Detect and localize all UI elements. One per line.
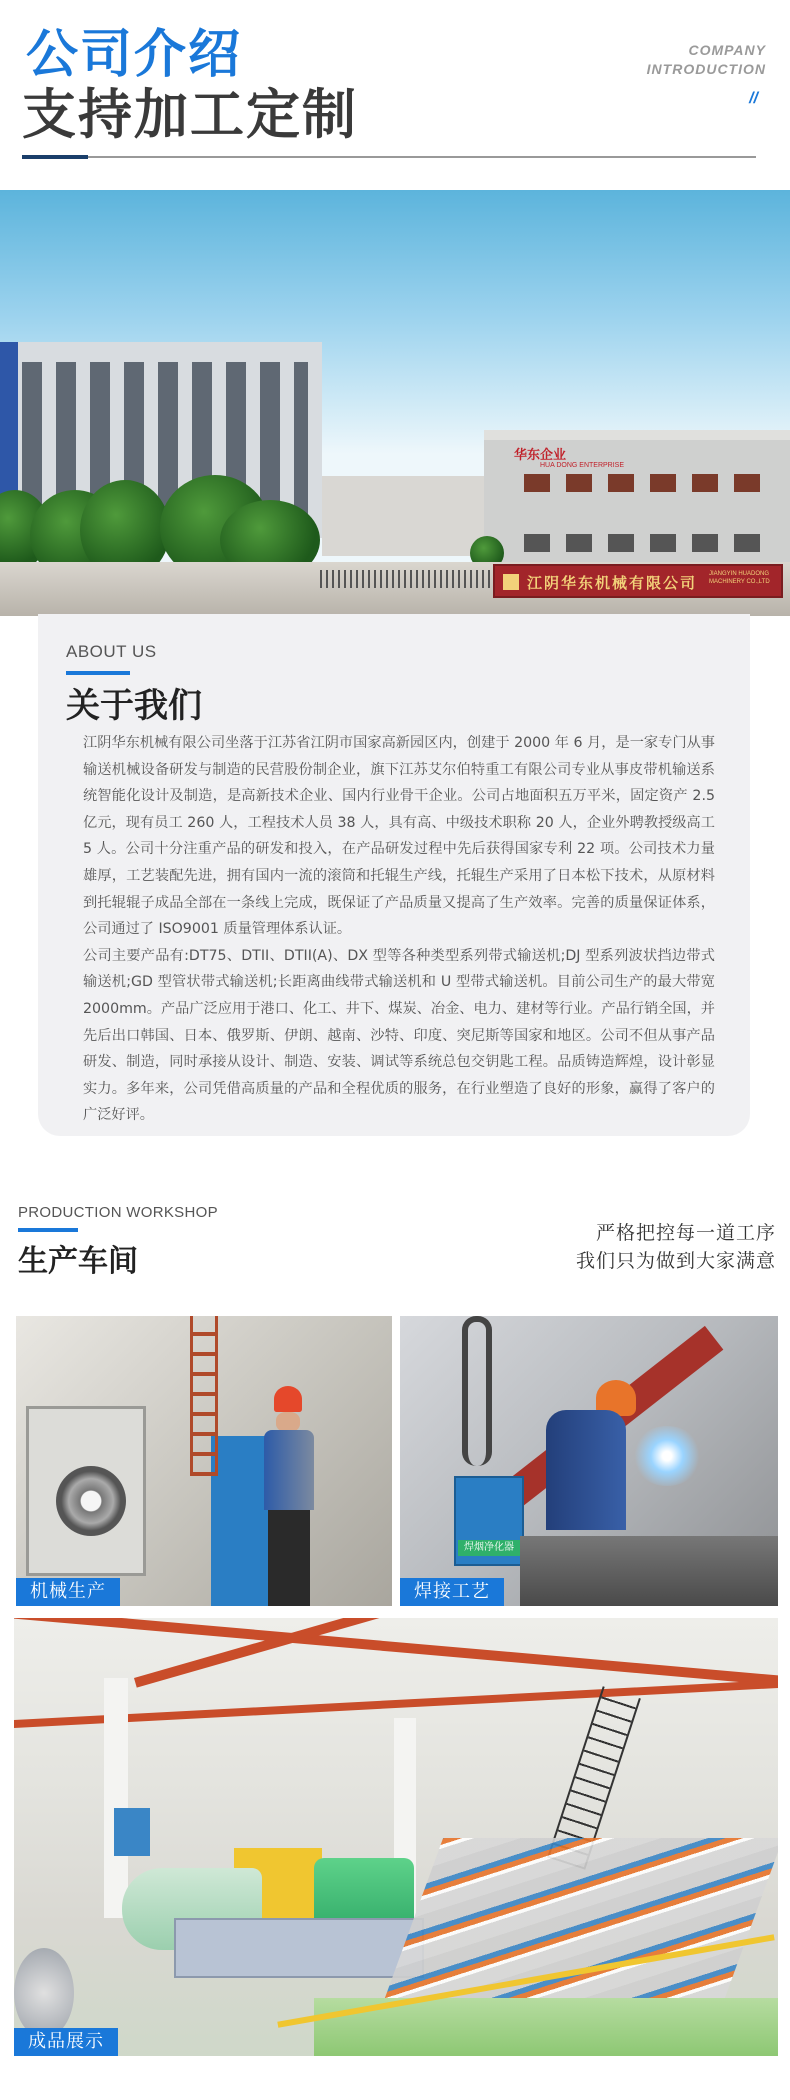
worker-face [276,1412,300,1432]
building-logo-en: HUA DONG ENTERPRISE [540,462,625,469]
company-sign [493,564,783,598]
title-line1: 公司介绍 [26,25,243,85]
workshop-en-title: PRODUCTION WORKSHOP [18,1204,218,1221]
worker-body [264,1430,314,1510]
fume-extractor-label: 焊烟净化器 [458,1540,520,1556]
lathe-chuck [56,1466,126,1536]
company-logo-mark [503,574,519,590]
company-sign-en: JIANGYIN HUADONG MACHINERY CO.,LTD [709,571,770,585]
about-en-title: ABOUT US [66,642,157,661]
photo-products [14,1618,778,2056]
motor-base [174,1918,424,1978]
about-card [38,614,750,1136]
about-body [83,730,715,1129]
workshop-slogan-line2: 我们只为做到大家满意 [575,1250,776,1272]
title-en-line1: COMPANY [688,42,766,58]
company-sign-cn: 江阴华东机械有限公司 [527,574,698,592]
about-title-bar [66,671,130,675]
header-divider-accent [22,155,88,159]
about-paragraph-2: 公司主要产品有:DT75、DTII、DTII(A)、DX 型等各种类型系列带式输送机;DJ 型系列波状挡边带式输送机;GD 型管状带式输送机;长距离曲线带式输送机和 U 型带式输送机。目前公司生产的最大带宽 2000mm。产品广泛应用于港口、化工、井下、煤炭、冶金、电力、建材等行业。产品行销全国，并先后出口韩国、日本、俄罗斯、伊朗、越南、沙特、印度、突尼斯等国家和地区。公司不但从事产品研发、制造，同时承接从设计、制造、安装、调试等系统总包交钥匙工程。品质铸造辉煌，设计彰显实力。多年来，公司凭借高质量的产品和全程优质的服务，在行业塑造了良好的形象，赢得了客户的广泛好评。 [83,947,715,1124]
caption-machining: 机械生产 [16,1578,120,1606]
blue-cabinet [114,1808,150,1856]
page-header [0,0,790,170]
building-logo: 华东企业 [514,447,567,462]
caption-products: 成品展示 [14,2028,118,2056]
workshop-header [0,1190,790,1300]
motor-end [14,1948,74,2038]
about-paragraph-1: 江阴华东机械有限公司坐落于江苏省江阴市国家高新园区内，创建于 2000 年 6 月，是一家专门从事输送机械设备研发与制造的民营股份制企业，旗下江苏艾尔伯特重工有限公司专业从事皮带机输送系统智能化设计及制造，是高新技术企业、国内行业骨干企业。公司占地面积五万平米，固定资产 2.5 亿元，现有员工 260 人，工程技术人员 38 人，具有高、中级技术职称 20 人，企业外聘教授级高工 5 人。公司十分注重产品的研发和投入，在产品研发过程中先后获得国家专利 22 项。公司技术力量雄厚，工艺装配先进，拥有国内一流的滚筒和托辊生产线，托辊生产采用了日本松下技术，从原材料到托辊辊子成品全部在一条线上完成，既保证了产品质量又提高了生产效率。完善的质量保证体系，公司通过了 ISO9001 质量管理体系认证。 [83,735,715,938]
welder-body [546,1410,626,1530]
steel-workpiece [520,1536,778,1606]
title-line2: 支持加工定制 [22,83,358,146]
column [104,1678,128,1918]
title-en-line2: INTRODUCTION [646,61,766,77]
factory-photo [0,190,790,616]
decorative-slashes: // [749,90,758,107]
blue-panel [211,1436,271,1606]
header-divider [22,156,756,158]
photo-welding [400,1316,778,1606]
worker-legs [268,1510,310,1606]
ladder [190,1316,218,1476]
hard-hat [274,1386,302,1412]
fence [320,570,490,588]
welding-spark [632,1426,702,1486]
crane-beam [14,1618,778,1685]
extractor-arm [462,1316,492,1466]
about-cn-title: 关于我们 [66,686,202,726]
photo-machining [16,1316,392,1606]
workshop-title-bar [18,1228,78,1232]
warehouse-building [322,476,492,556]
caption-welding: 焊接工艺 [400,1578,504,1606]
workshop-slogan-line1: 严格把控每一道工序 [595,1222,776,1244]
workshop-cn-title: 生产车间 [18,1244,138,1279]
factory-building [484,430,790,570]
